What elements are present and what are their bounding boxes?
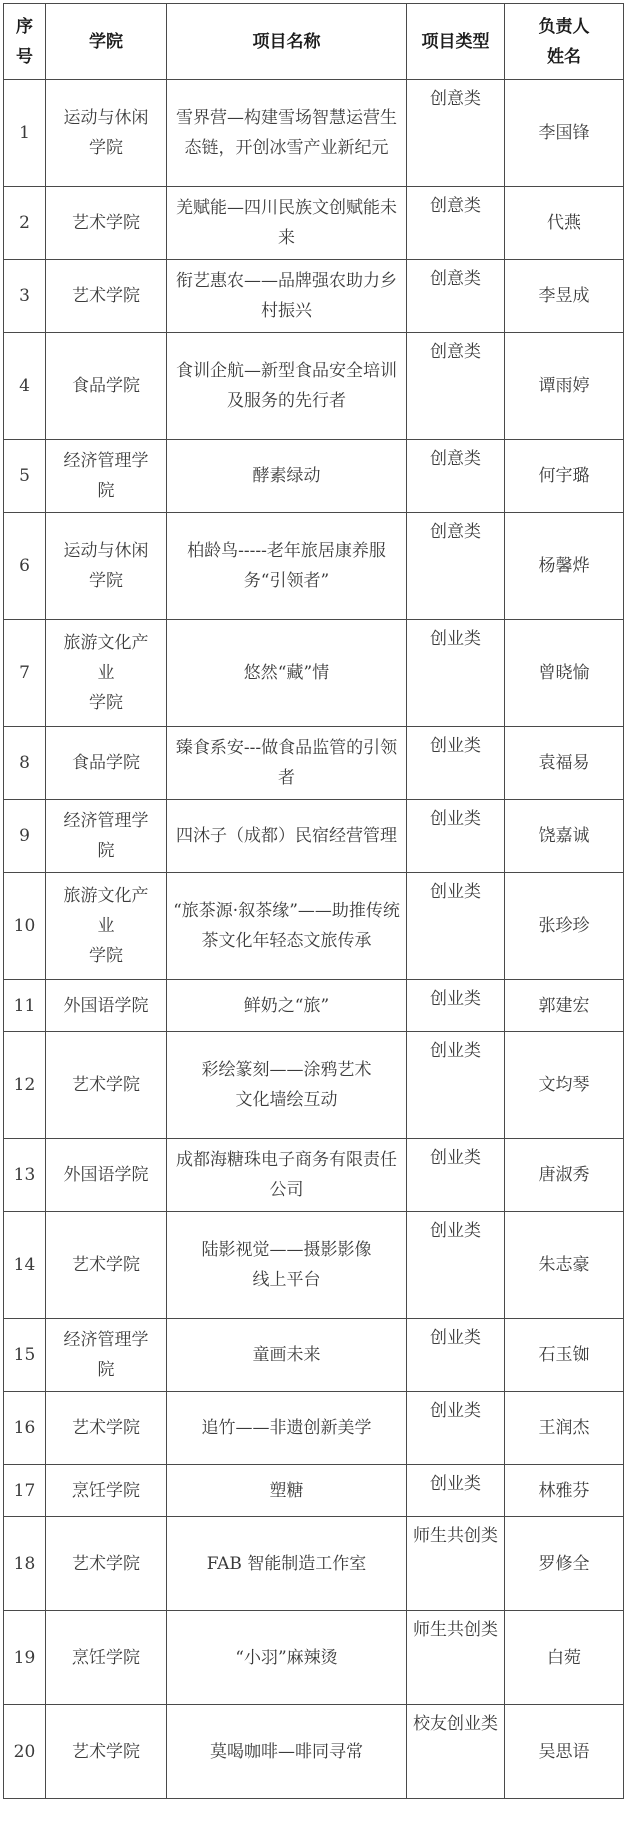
row-project-name: 童画未来 xyxy=(167,1319,407,1392)
row-school: 烹饪学院 xyxy=(46,1465,167,1517)
row-project-name: “旅茶源·叙茶缘”——助推传统茶文化年轻态文旅传承 xyxy=(167,873,407,980)
row-school: 艺术学院 xyxy=(46,260,167,333)
row-index: 20 xyxy=(4,1705,46,1799)
row-index: 14 xyxy=(4,1212,46,1319)
project-table xyxy=(3,3,624,1799)
row-school: 旅游文化产 业 学院 xyxy=(46,620,167,727)
row-index: 5 xyxy=(4,440,46,513)
row-project-name: “小羽”麻辣烫 xyxy=(167,1611,407,1705)
row-index: 13 xyxy=(4,1139,46,1212)
row-school: 经济管理学 院 xyxy=(46,1319,167,1392)
row-leader: 曾晓愉 xyxy=(505,620,624,727)
row-leader: 郭建宏 xyxy=(505,980,624,1032)
row-school: 烹饪学院 xyxy=(46,1611,167,1705)
row-project-type: 师生共创类 xyxy=(407,1611,505,1705)
row-school: 旅游文化产 业 学院 xyxy=(46,873,167,980)
table-row xyxy=(4,440,624,513)
row-index: 17 xyxy=(4,1465,46,1517)
row-project-type: 师生共创类 xyxy=(407,1517,505,1611)
row-leader: 石玉铷 xyxy=(505,1319,624,1392)
table-row xyxy=(4,980,624,1032)
row-project-type: 创意类 xyxy=(407,80,505,187)
row-school: 运动与休闲 学院 xyxy=(46,513,167,620)
row-project-type: 创业类 xyxy=(407,1319,505,1392)
row-leader: 饶嘉诚 xyxy=(505,800,624,873)
header-leader: 负责人 姓名 xyxy=(505,4,624,80)
row-index: 10 xyxy=(4,873,46,980)
row-leader: 文均琴 xyxy=(505,1032,624,1139)
table-row xyxy=(4,1212,624,1319)
table-row xyxy=(4,260,624,333)
row-project-type: 创业类 xyxy=(407,1212,505,1319)
row-project-type: 创意类 xyxy=(407,513,505,620)
table-body xyxy=(4,80,624,1799)
row-index: 16 xyxy=(4,1392,46,1465)
row-leader: 王润杰 xyxy=(505,1392,624,1465)
row-school: 艺术学院 xyxy=(46,1032,167,1139)
row-leader: 张珍珍 xyxy=(505,873,624,980)
row-leader: 朱志豪 xyxy=(505,1212,624,1319)
table-row xyxy=(4,1392,624,1465)
row-project-type: 创意类 xyxy=(407,260,505,333)
row-project-name: 塑糖 xyxy=(167,1465,407,1517)
row-project-type: 创业类 xyxy=(407,727,505,800)
row-index: 19 xyxy=(4,1611,46,1705)
row-school: 食品学院 xyxy=(46,727,167,800)
row-project-name: 雪界营—构建雪场智慧运营生态链，开创冰雪产业新纪元 xyxy=(167,80,407,187)
row-leader: 吴思语 xyxy=(505,1705,624,1799)
table-row xyxy=(4,1465,624,1517)
row-school: 经济管理学 院 xyxy=(46,440,167,513)
row-project-type: 创业类 xyxy=(407,1392,505,1465)
row-project-name: 柏龄鸟-----老年旅居康养服务“引领者” xyxy=(167,513,407,620)
table-row xyxy=(4,1705,624,1799)
row-leader: 李昱成 xyxy=(505,260,624,333)
row-project-name: 臻食系安---做食品监管的引领者 xyxy=(167,727,407,800)
row-project-type: 创业类 xyxy=(407,980,505,1032)
row-leader: 袁福易 xyxy=(505,727,624,800)
table-header-row xyxy=(4,4,624,80)
row-project-name: 四沐子（成都）民宿经营管理 xyxy=(167,800,407,873)
header-project: 项目名称 xyxy=(167,4,407,80)
row-project-name: 衔艺惠农——品牌强农助力乡村振兴 xyxy=(167,260,407,333)
row-project-type: 创业类 xyxy=(407,620,505,727)
table-row xyxy=(4,187,624,260)
header-index: 序 号 xyxy=(4,4,46,80)
row-index: 8 xyxy=(4,727,46,800)
table-row xyxy=(4,1139,624,1212)
row-leader: 李国锋 xyxy=(505,80,624,187)
row-school: 艺术学院 xyxy=(46,187,167,260)
row-index: 3 xyxy=(4,260,46,333)
row-project-name: 鲜奶之“旅” xyxy=(167,980,407,1032)
row-project-name: 酵素绿动 xyxy=(167,440,407,513)
row-project-type: 创业类 xyxy=(407,800,505,873)
table-row xyxy=(4,1517,624,1611)
row-project-type: 创业类 xyxy=(407,873,505,980)
header-school: 学院 xyxy=(46,4,167,80)
row-index: 4 xyxy=(4,333,46,440)
table-row xyxy=(4,800,624,873)
table-row xyxy=(4,333,624,440)
table-row xyxy=(4,80,624,187)
row-index: 2 xyxy=(4,187,46,260)
row-index: 18 xyxy=(4,1517,46,1611)
row-index: 12 xyxy=(4,1032,46,1139)
row-index: 15 xyxy=(4,1319,46,1392)
row-project-type: 创业类 xyxy=(407,1139,505,1212)
row-project-type: 创意类 xyxy=(407,333,505,440)
row-index: 1 xyxy=(4,80,46,187)
row-leader: 代燕 xyxy=(505,187,624,260)
row-leader: 白菀 xyxy=(505,1611,624,1705)
row-project-name: 莫喝咖啡—啡同寻常 xyxy=(167,1705,407,1799)
row-project-name: 成都海糖珠电子商务有限责任公司 xyxy=(167,1139,407,1212)
row-index: 6 xyxy=(4,513,46,620)
row-school: 外国语学院 xyxy=(46,1139,167,1212)
row-project-type: 创业类 xyxy=(407,1465,505,1517)
row-project-name: 陆影视觉——摄影影像 线上平台 xyxy=(167,1212,407,1319)
header-type: 项目类型 xyxy=(407,4,505,80)
row-project-type: 创意类 xyxy=(407,440,505,513)
row-project-name: 彩绘篆刻——涂鸦艺术 文化墙绘互动 xyxy=(167,1032,407,1139)
row-leader: 林雅芬 xyxy=(505,1465,624,1517)
row-school: 艺术学院 xyxy=(46,1705,167,1799)
row-index: 7 xyxy=(4,620,46,727)
row-index: 9 xyxy=(4,800,46,873)
row-project-name: 悠然“藏”情 xyxy=(167,620,407,727)
table-row xyxy=(4,873,624,980)
table-row xyxy=(4,1611,624,1705)
row-school: 艺术学院 xyxy=(46,1212,167,1319)
row-project-name: FAB 智能制造工作室 xyxy=(167,1517,407,1611)
row-index: 11 xyxy=(4,980,46,1032)
row-school: 艺术学院 xyxy=(46,1392,167,1465)
row-school: 经济管理学 院 xyxy=(46,800,167,873)
row-leader: 杨馨烨 xyxy=(505,513,624,620)
table-row xyxy=(4,1032,624,1139)
row-leader: 唐淑秀 xyxy=(505,1139,624,1212)
row-project-type: 创意类 xyxy=(407,187,505,260)
row-school: 运动与休闲 学院 xyxy=(46,80,167,187)
row-leader: 罗修全 xyxy=(505,1517,624,1611)
row-school: 食品学院 xyxy=(46,333,167,440)
row-project-name: 羌赋能—四川民族文创赋能未来 xyxy=(167,187,407,260)
row-school: 外国语学院 xyxy=(46,980,167,1032)
row-leader: 何宇璐 xyxy=(505,440,624,513)
table-row xyxy=(4,727,624,800)
row-project-type: 创业类 xyxy=(407,1032,505,1139)
row-project-name: 追竹——非遗创新美学 xyxy=(167,1392,407,1465)
table-row xyxy=(4,513,624,620)
row-project-name: 食训企航—新型食品安全培训及服务的先行者 xyxy=(167,333,407,440)
row-school: 艺术学院 xyxy=(46,1517,167,1611)
table-row xyxy=(4,620,624,727)
table-row xyxy=(4,1319,624,1392)
row-project-type: 校友创业类 xyxy=(407,1705,505,1799)
row-leader: 谭雨婷 xyxy=(505,333,624,440)
